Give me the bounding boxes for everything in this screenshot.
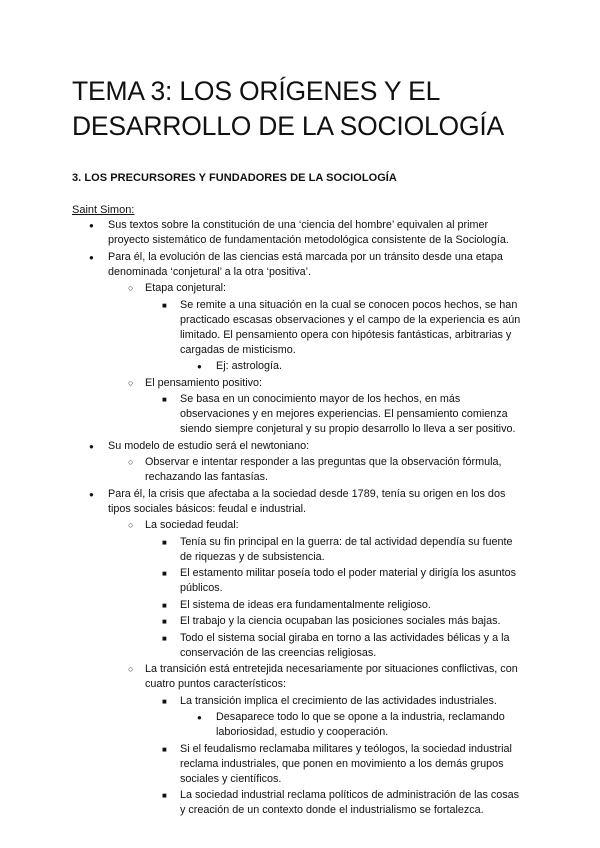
outline-list <box>0 218 600 818</box>
square-bullet-icon <box>162 614 167 629</box>
list-item: ● Ej: astrología. <box>216 359 526 374</box>
circle-bullet-icon <box>128 281 133 296</box>
list-item: ■ Todo el sistema social giraba en torno a las actividades bélicas y a la conservación de las creencias religiosas. <box>180 631 525 661</box>
square-bullet-icon <box>162 598 167 613</box>
circle-bullet-icon <box>128 455 133 470</box>
bullet-icon <box>197 710 202 725</box>
circle-bullet-icon <box>128 662 133 677</box>
list-item: ■ Se remite a una situación en la cual se conocen pocos hechos, se han practicado escasas observaciones y el campo de la experiencia es aún limitado. El pensamiento opera con hipótesis fantásticas, arbitrarias y cargadas de misticismo. <box>180 298 525 358</box>
list-item: ○ Observar e intentar responder a las preguntas que la observación fórmula, rechazando las fantasías. <box>145 455 520 485</box>
square-bullet-icon <box>162 298 167 313</box>
list-item: ○ El pensamiento positivo: <box>145 376 520 391</box>
bullet-icon <box>197 359 202 374</box>
square-bullet-icon <box>162 566 167 581</box>
list-item: ■ La sociedad industrial reclama políticos de administración de las cosas y creación de un contexto donde el industrialismo se fortalezca. <box>180 788 525 818</box>
list-item: ■ La transición implica el crecimiento de las actividades industriales. <box>180 694 525 709</box>
list-item: ■ El trabajo y la ciencia ocupaban las posiciones sociales más bajas. <box>180 614 525 629</box>
square-bullet-icon <box>162 742 167 757</box>
list-item: ○ Etapa conjetural: <box>145 281 520 296</box>
list-item: ■ El estamento militar poseía todo el poder material y dirigía los asuntos públicos. <box>180 566 525 596</box>
square-bullet-icon <box>162 694 167 709</box>
page-title: TEMA 3: LOS ORÍGENES Y EL DESARROLLO DE LA SOCIOLOGÍA <box>72 76 504 141</box>
circle-bullet-icon <box>128 376 133 391</box>
author-label: Saint Simon: <box>72 204 135 216</box>
list-item: ● Para él, la evolución de las ciencias está marcada por un tránsito desde una etapa denominada ‘conjetural’ a la otra ‘positiva’. <box>108 250 528 280</box>
list-item: ■ El sistema de ideas era fundamentalmente religioso. <box>180 598 525 613</box>
square-bullet-icon <box>162 788 167 803</box>
list-item: ■ Tenía su fin principal en la guerra: de tal actividad dependía su fuente de riquezas y de subsistencia. <box>180 535 525 565</box>
bullet-icon <box>89 487 94 502</box>
list-item: ● Su modelo de estudio será el newtoniano: <box>108 439 528 454</box>
section-heading: 3. LOS PRECURSORES Y FUNDADORES DE LA SOCIOLOGÍA <box>72 172 397 184</box>
square-bullet-icon <box>162 535 167 550</box>
list-item: ○ La transición está entretejida necesariamente por situaciones conflictivas, con cuatro puntos característicos: <box>145 662 520 692</box>
list-item: ○ La sociedad feudal: <box>145 518 520 533</box>
circle-bullet-icon <box>128 518 133 533</box>
list-item: ● Para él, la crisis que afectaba a la sociedad desde 1789, tenía su origen en los dos tipos sociales básicos: feudal e industrial. <box>108 487 528 517</box>
list-item: ■ Si el feudalismo reclamaba militares y teólogos, la sociedad industrial reclama industriales, que ponen en movimiento a los demás grupos sociales y científicos. <box>180 742 525 787</box>
bullet-icon <box>89 439 94 454</box>
bullet-icon <box>89 218 94 233</box>
bullet-icon <box>89 250 94 265</box>
square-bullet-icon <box>162 392 167 407</box>
list-item: ● Desaparece todo lo que se opone a la industria, reclamando laboriosidad, estudio y cooperación. <box>216 710 526 740</box>
list-item: ■ Se basa en un conocimiento mayor de los hechos, en más observaciones y en mejores experiencias. El pensamiento comienza siendo siempre conjetural y su propio desarrollo lo lleva a ser positivo. <box>180 392 525 437</box>
square-bullet-icon <box>162 631 167 646</box>
list-item: ● Sus textos sobre la constitución de una ‘ciencia del hombre’ equivalen al primer proyecto sistemático de fundamentación metodológica consistente de la Sociología. <box>108 218 528 248</box>
